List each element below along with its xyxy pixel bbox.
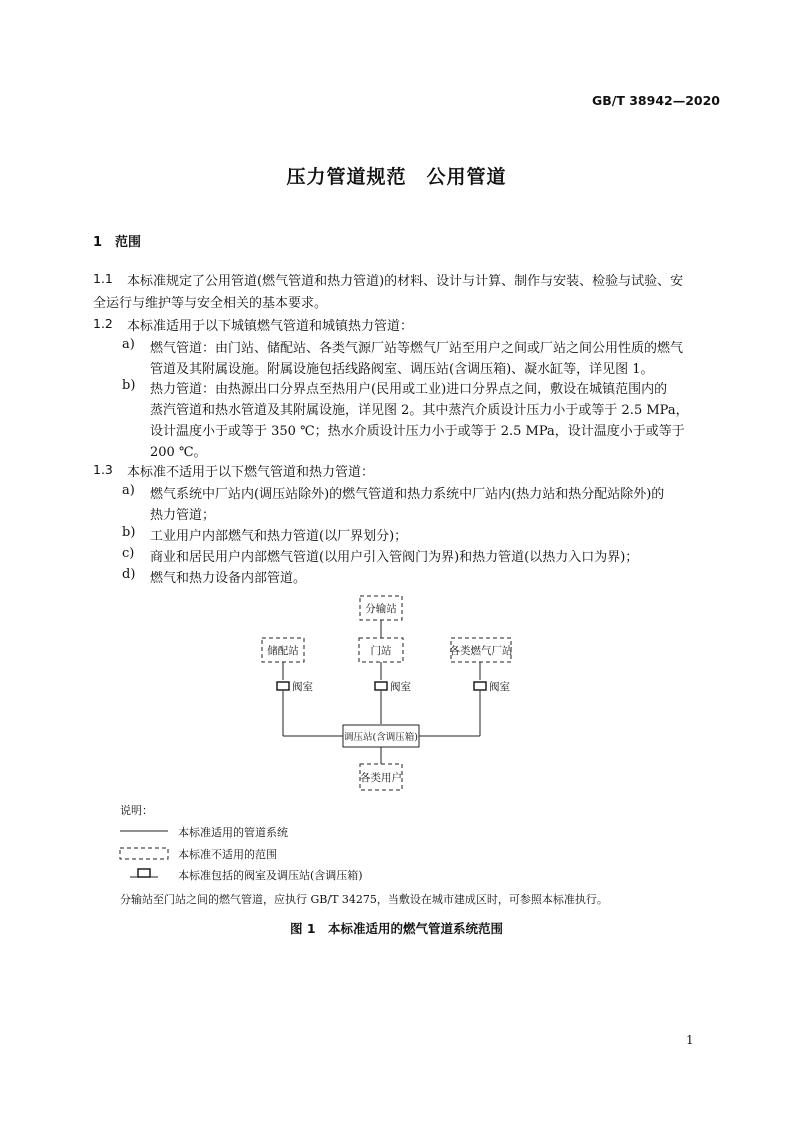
clause-1-2-a-line2: 管道及其附属设施。附属设施包括线路阀室、调压站(含调压箱)、凝水缸等，详见图 1。 [150,362,654,377]
clause-1-1-line1: 本标准规定了公用管道(燃气管道和热力管道)的材料、设计与计算、制作与安装、检验与试验、安 [127,274,684,289]
legend-dashed-text: 本标准不适用的范围 [178,848,277,861]
node-distribution: 分输站 [365,603,397,615]
item-label-b: b) [122,378,136,393]
clause-1-2-b-line1: 热力管道：由热源出口分界点至热用户(民用或工业)进口分界点之间，敷设在城镇范围内的 [150,382,668,397]
valve-label: 阀室 [489,681,510,693]
legend-title: 说明： [120,804,153,817]
clause-1-3-a-line1: 燃气系统中厂站内(调压站除外)的燃气管道和热力系统中厂站内(热力站和热分配站除外)的 [150,487,665,502]
figure-note: 分输站至门站之间的燃气管道，应执行 GB/T 34275，当敷设在城市建成区时，可参照本标准执行。 [120,893,608,906]
node-gate: 门站 [370,645,392,657]
clause-1-3-a-line2: 热力管道； [150,508,216,523]
clause-1-2-text: 本标准适用于以下城镇燃气管道和城镇热力管道： [127,319,414,334]
clause-number-1-2: 1.2 [93,316,113,331]
node-users: 各类用户 [360,772,402,784]
figure-caption: 图 1 本标准适用的燃气管道系统范围 [289,921,504,936]
valve-label: 阀室 [292,681,313,693]
clause-1-1-line2: 全运行与维护等与安全相关的基本要求。 [93,296,328,311]
clause-1-3-d-line1: 燃气和热力设备内部管道。 [150,571,307,586]
valve-icon [277,682,289,690]
clause-number-1-3: 1.3 [93,462,113,477]
clause-1-2-b-line3: 设计温度小于或等于 350 ℃；热水介质设计压力小于或等于 2.5 MPa，设计温度小于或等于 [150,424,685,439]
clause-1-2-b-line2: 蒸汽管道和热水管道及其附属设施，详见图 2。其中蒸汽介质设计压力小于或等于 2.5 MPa， [150,403,689,418]
legend-dashed-box [120,848,168,859]
node-storage: 储配站 [267,645,299,657]
clause-1-2-a-line1: 燃气管道：由门站、储配站、各类气源厂站等燃气厂站至用户之间或厂站之间公用性质的燃气 [150,341,684,356]
legend-valve-text: 本标准包括的阀室及调压站(含调压箱) [178,869,363,882]
clause-1-3-text: 本标准不适用于以下燃气管道和热力管道： [127,465,375,480]
clause-1-3-c-line1: 商业和居民用户内部燃气管道(以用户引入管阀门为界)和热力管道(以热力入口为界)； [150,550,639,565]
legend-solid-text: 本标准适用的管道系统 [178,826,288,839]
node-source: 各类燃气厂站 [449,645,513,657]
valve-icon [375,682,387,690]
legend-valve-icon [138,869,150,877]
clause-number-1-1: 1.1 [93,271,113,286]
clause-1-3-b-line1: 工业用户内部燃气和热力管道(以厂界划分)； [150,529,408,544]
valve-label: 阀室 [390,681,411,693]
legend-symbols [118,822,178,882]
valve-icon [474,682,486,690]
figure-1-diagram [0,585,793,800]
clause-1-2-b-line4: 200 ℃。 [150,445,207,460]
standard-code: GB/T 38942—2020 [592,93,721,108]
item-label-a: a) [122,337,135,352]
item-label-a: a) [122,483,135,498]
node-regulator: 调压站(含调压箱) [344,732,418,743]
item-label-d: d) [122,567,136,582]
section-heading: 1 范围 [93,235,142,250]
page-title: 压力管道规范 公用管道 [286,166,507,188]
item-label-c: c) [122,546,135,561]
page-number: 1 [686,1033,694,1047]
item-label-b: b) [122,525,136,540]
